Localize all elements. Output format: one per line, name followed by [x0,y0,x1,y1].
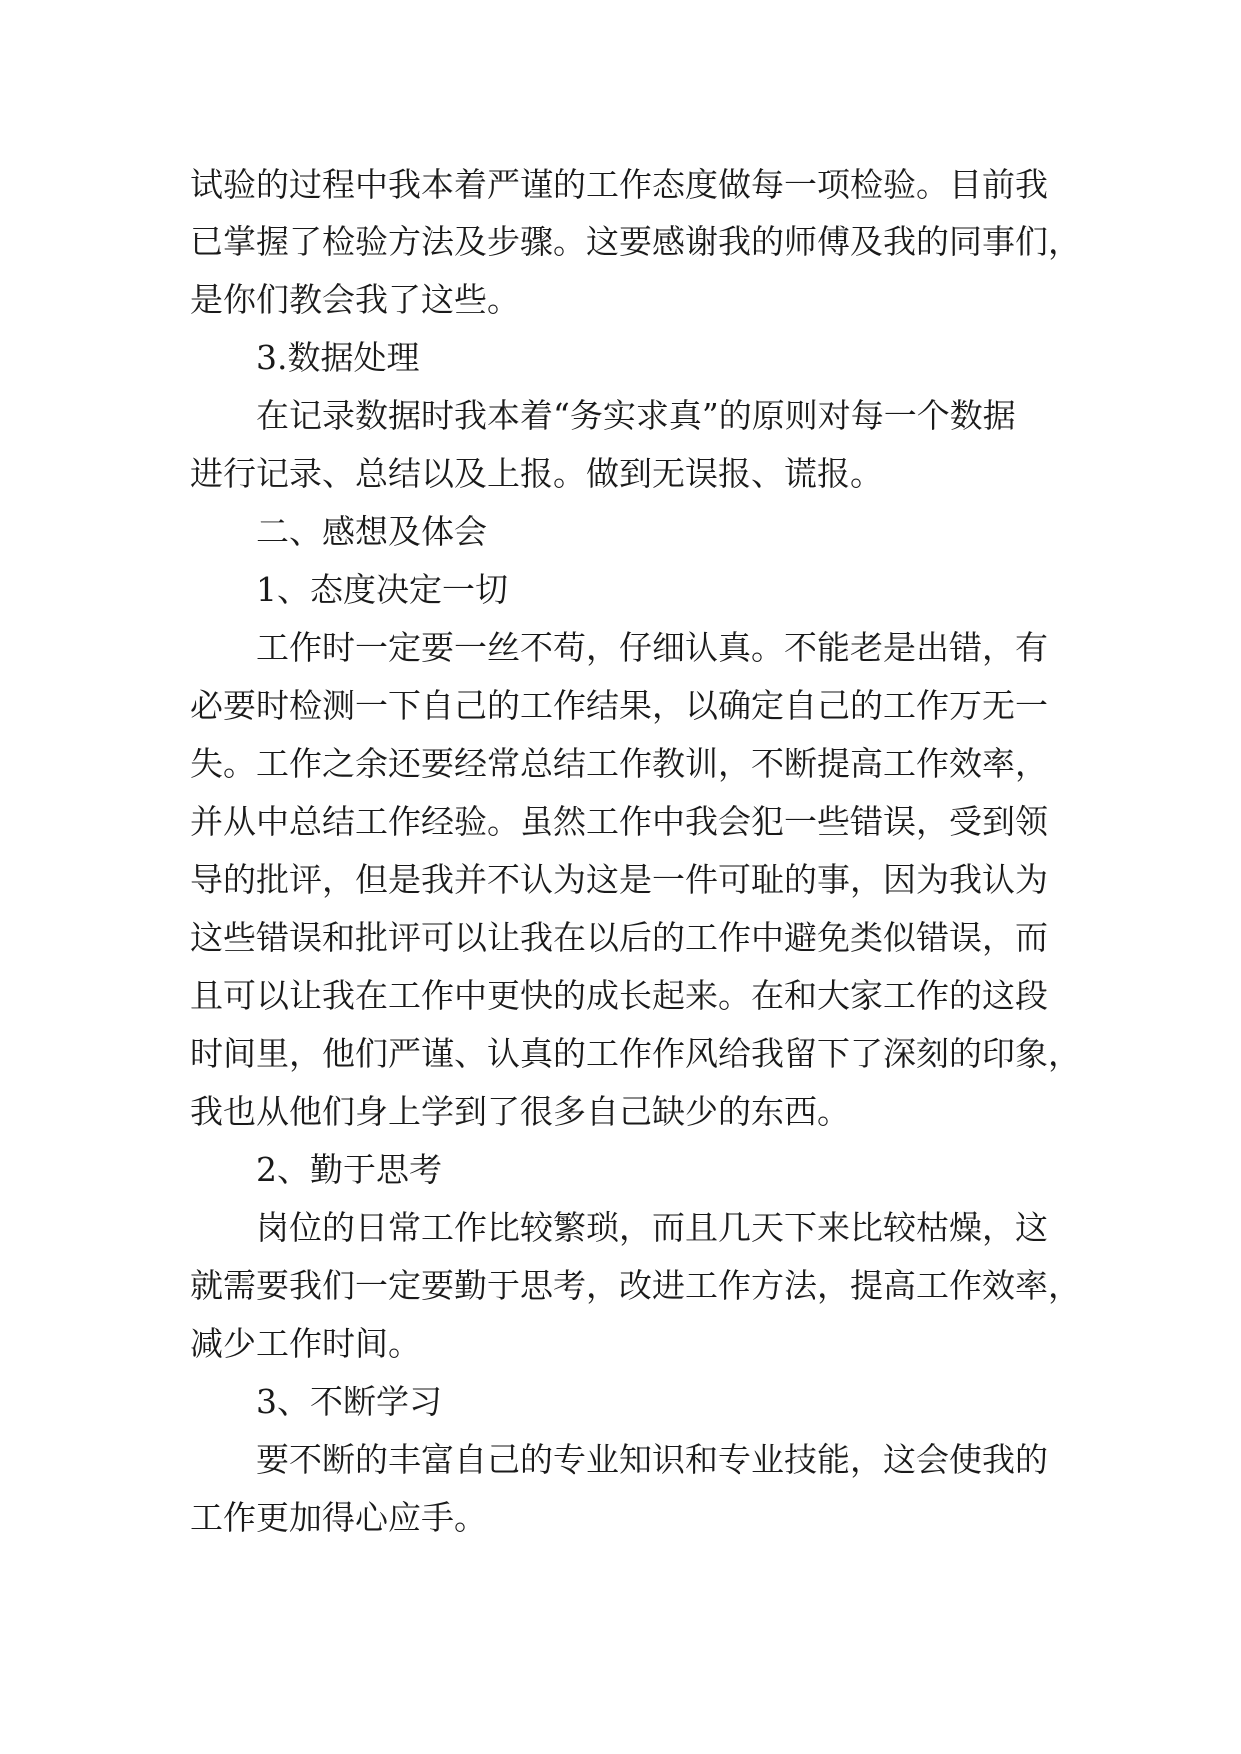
paragraph-line: 要不断的丰富自己的专业知识和专业技能，这会使我的 [256,1440,1048,1479]
paragraph-line: 在记录数据时我本着“务实求真”的原则对每一个数据 [256,396,1016,435]
paragraph-line: 减少工作时间。 [190,1324,421,1363]
section-heading: 1、态度决定一切 [256,570,508,609]
paragraph-line: 进行记录、总结以及上报。做到无误报、谎报。 [190,454,883,493]
paragraph-line: 试验的过程中我本着严谨的工作态度做每一项检验。目前我 [190,165,1048,204]
paragraph-line: 已掌握了检验方法及步骤。这要感谢我的师傅及我的同事们， [190,222,1081,261]
paragraph-line: 就需要我们一定要勤于思考，改进工作方法，提高工作效率， [190,1266,1081,1305]
paragraph-line: 这些错误和批评可以让我在以后的工作中避免类似错误，而 [190,918,1048,957]
paragraph-line: 工作更加得心应手。 [190,1498,487,1537]
paragraph-line: 我也从他们身上学到了很多自己缺少的东西。 [190,1092,850,1131]
paragraph-line: 岗位的日常工作比较繁琐，而且几天下来比较枯燥，这 [256,1208,1048,1247]
paragraph-line: 失。工作之余还要经常总结工作教训，不断提高工作效率， [190,744,1048,783]
paragraph-line: 且可以让我在工作中更快的成长起来。在和大家工作的这段 [190,976,1048,1015]
paragraph-line: 必要时检测一下自己的工作结果，以确定自己的工作万无一 [190,686,1048,725]
section-heading: 3.数据处理 [256,338,420,377]
paragraph-line: 时间里，他们严谨、认真的工作作风给我留下了深刻的印象， [190,1034,1081,1073]
paragraph-line: 是你们教会我了这些。 [190,280,520,319]
paragraph-line: 并从中总结工作经验。虽然工作中我会犯一些错误，受到领 [190,802,1048,841]
section-heading: 2、勤于思考 [256,1150,442,1189]
paragraph-line: 工作时一定要一丝不苟，仔细认真。不能老是出错，有 [256,628,1048,667]
section-heading: 二、感想及体会 [256,512,487,551]
section-heading: 3、不断学习 [256,1382,442,1421]
paragraph-line: 导的批评，但是我并不认为这是一件可耻的事，因为我认为 [190,860,1048,899]
